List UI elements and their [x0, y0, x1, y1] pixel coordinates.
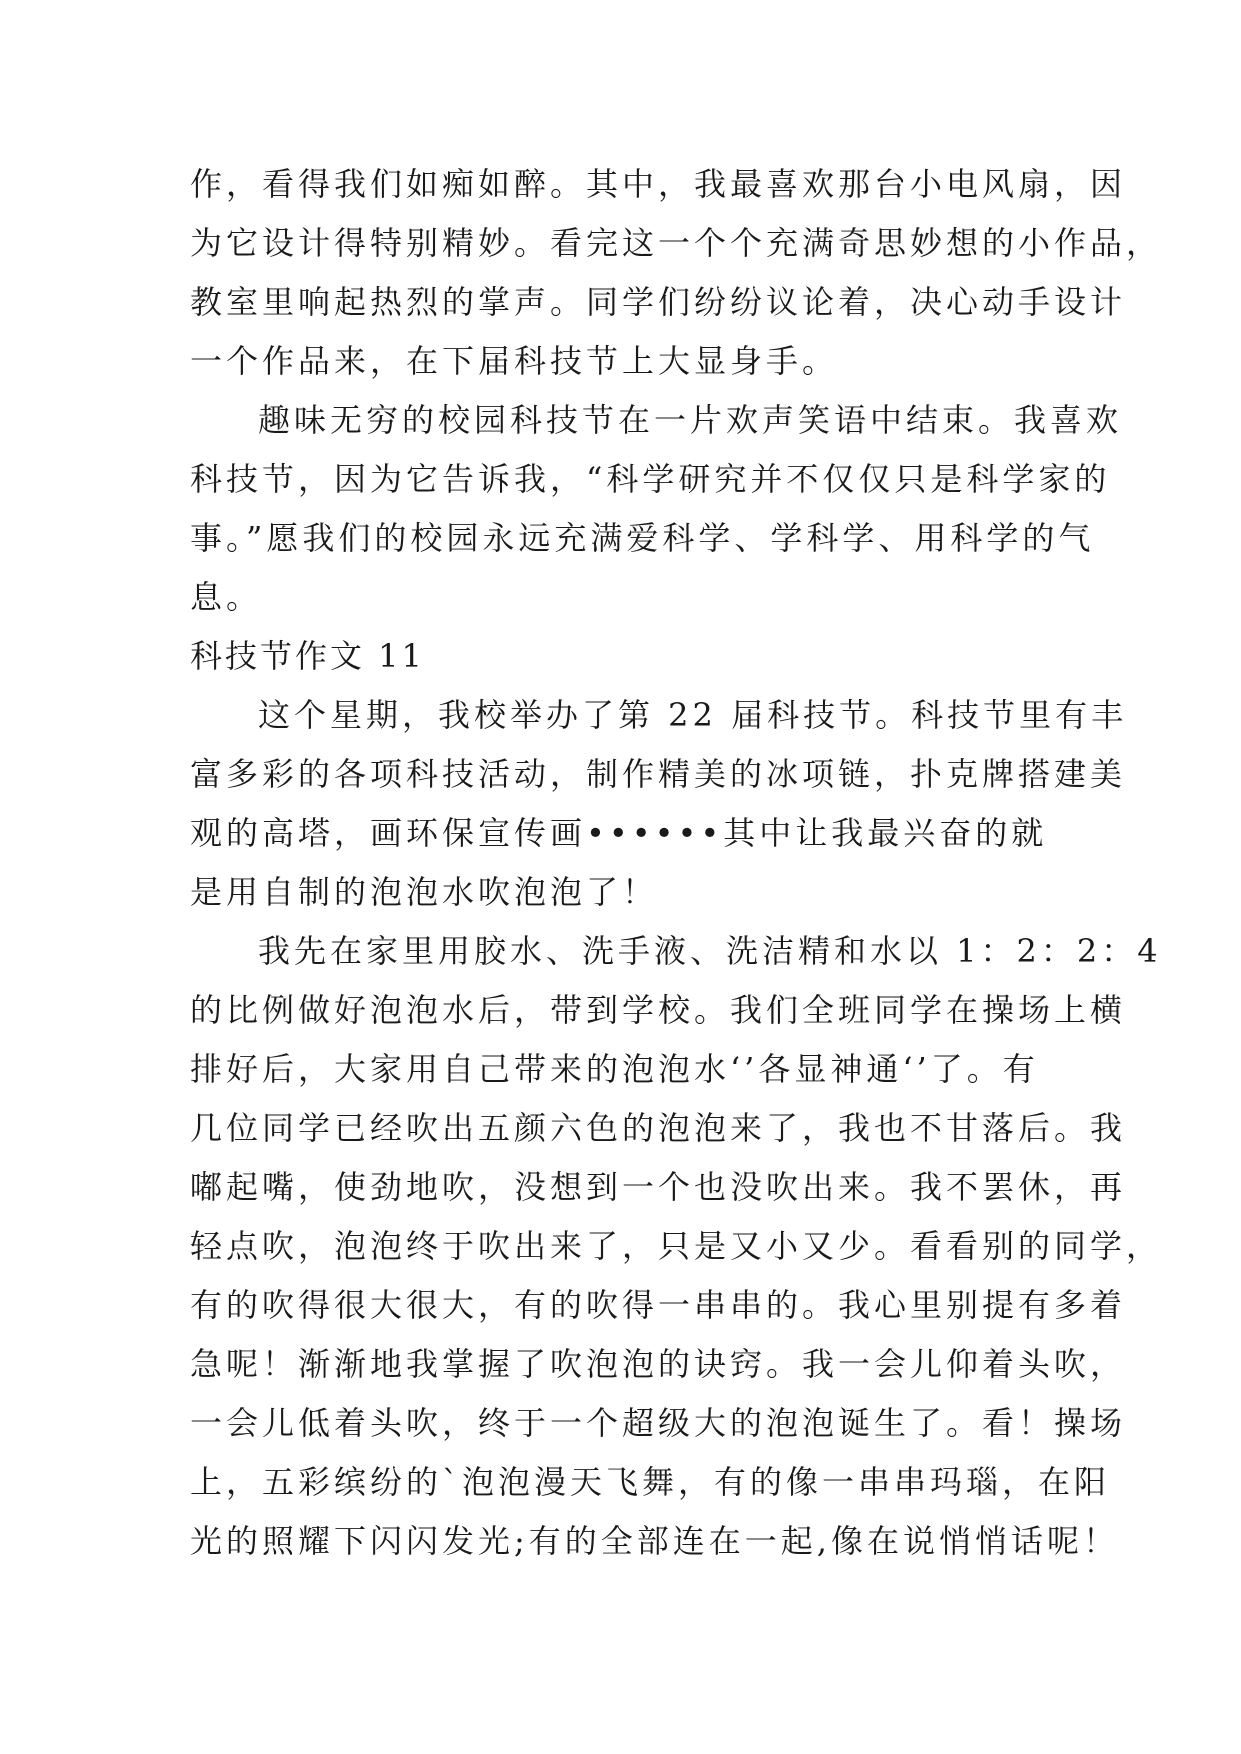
- paragraph-line: 排好后，大家用自己带来的泡泡水‘’各显神通‘’了。有: [190, 1050, 1039, 1088]
- paragraph-line: 为它设计得特别精妙。看完这一个个充满奇思妙想的小作品，: [190, 224, 1163, 262]
- paragraph-line: 息。: [190, 578, 263, 616]
- paragraph-line: 作，看得我们如痴如醉。其中，我最喜欢那台小电风扇，因: [190, 165, 1127, 203]
- paragraph-line: 嘟起嘴，使劲地吹，没想到一个也没吹出来。我不罢休，再: [190, 1168, 1127, 1206]
- paragraph-line: 观的高塔，画环保宣传画••••••其中让我最兴奋的就: [190, 814, 1048, 852]
- paragraph-line: 富多彩的各项科技活动，制作精美的冰项链，扑克牌搭建美: [190, 755, 1127, 793]
- paragraph-line: 科技节，因为它告诉我，“科学研究并不仅仅只是科学家的: [190, 460, 1111, 498]
- paragraph-line: 上，五彩缤纷的`泡泡漫天飞舞，有的像一串串玛瑙，在阳: [190, 1463, 1111, 1501]
- paragraph-line: 趣味无穷的校园科技节在一片欢声笑语中结束。我喜欢: [258, 401, 1123, 439]
- paragraph-line: 光的照耀下闪闪发光;有的全部连在一起,像在说悄悄话呢！: [190, 1522, 1119, 1560]
- paragraph-line: 教室里响起热烈的掌声。同学们纷纷议论着，决心动手设计: [190, 283, 1127, 321]
- document-body: [190, 155, 1163, 1571]
- paragraph-line: 一个作品来，在下届科技节上大显身手。: [190, 342, 839, 380]
- paragraph-line: 急呢！渐渐地我掌握了吹泡泡的诀窍。我一会儿仰着头吹，: [190, 1345, 1127, 1383]
- paragraph-line: 事。”愿我们的校园永远充满爱科学、学科学、用科学的气: [190, 519, 1095, 557]
- paragraph-line: 有的吹得很大很大，有的吹得一串串的。我心里别提有多着: [190, 1286, 1127, 1324]
- paragraph-line: 的比例做好泡泡水后，带到学校。我们全班同学在操场上横: [190, 991, 1127, 1029]
- section-heading: 科技节作文 11: [190, 637, 425, 675]
- paragraph-line: 我先在家里用胶水、洗手液、洗洁精和水以 1：2：2：4: [258, 932, 1162, 970]
- paragraph-line: 这个星期，我校举办了第 22 届科技节。科技节里有丰: [258, 696, 1128, 734]
- paragraph-line: 几位同学已经吹出五颜六色的泡泡来了，我也不甘落后。我: [190, 1109, 1127, 1147]
- paragraph-line: 一会儿低着头吹，终于一个超级大的泡泡诞生了。看！操场: [190, 1404, 1127, 1442]
- paragraph-line: 是用自制的泡泡水吹泡泡了！: [190, 873, 659, 911]
- paragraph-line: 轻点吹，泡泡终于吹出来了，只是又小又少。看看别的同学，: [190, 1227, 1163, 1265]
